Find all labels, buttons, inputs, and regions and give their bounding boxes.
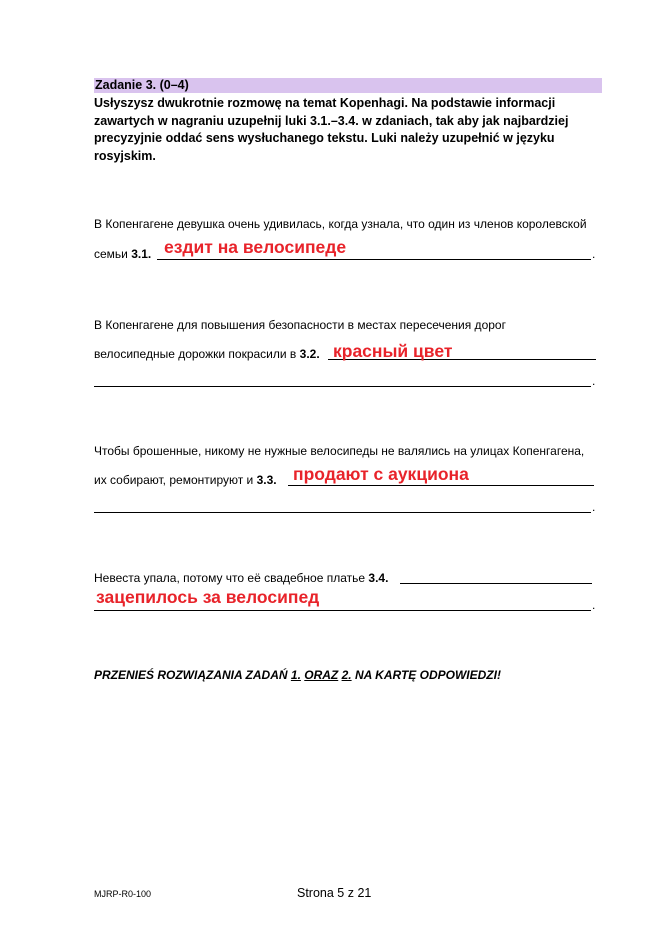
item-3-1-number: 3.1. (131, 247, 152, 261)
item-3-3-prefix: их собирают, ремонтируют и (94, 473, 254, 487)
note-task-2: 2. (341, 668, 352, 682)
item-3-4-continuation-line (94, 610, 591, 611)
item-3-2-continuation-line (94, 386, 591, 387)
item-3-2-prefix: велосипедные дорожки покрасили в (94, 347, 297, 361)
item-3-3-number: 3.3. (256, 473, 277, 487)
item-3-4-answer: зацепилось за велосипед (96, 587, 320, 607)
task-title: Zadanie 3. (0–4) (94, 78, 602, 93)
item-3-4-number: 3.4. (368, 571, 389, 585)
note-text-1: PRZENIEŚ ROZWIĄZANIA ZADAŃ (94, 668, 291, 682)
item-3-2-number: 3.2. (299, 347, 320, 361)
item-3-1-period: . (592, 247, 596, 261)
item-3-2-answer: красный цвет (333, 341, 453, 361)
item-3-3-continuation-line (94, 512, 591, 513)
item-3-4-period: . (592, 598, 596, 612)
item-3-3-prompt (94, 473, 277, 487)
item-3-4-prefix: Невеста упала, потому что её свадебное платье (94, 571, 366, 585)
item-3-1-prefix: семьи (94, 247, 128, 261)
note-task-1: 1. (290, 668, 301, 682)
item-3-3-answer: продают с аукциона (293, 464, 469, 484)
item-3-1-prompt (94, 247, 151, 261)
page-number: Strona 5 z 21 (297, 886, 372, 900)
item-3-1-line1: В Копенгагене девушка очень удивилась, когда узнала, что один из членов королевской (94, 217, 587, 231)
transfer-answers-note (94, 668, 501, 682)
exam-code: MJRP-R0-100 (94, 889, 152, 899)
item-3-2-prompt (94, 347, 320, 361)
item-3-3-line1: Чтобы брошенные, никому не нужные велосипеды не валялись на улицах Копенгагена, (94, 444, 585, 458)
item-3-1-answer: ездит на велосипеде (164, 237, 347, 257)
item-3-4-prompt (94, 571, 388, 585)
note-oraz: ORAZ (304, 668, 339, 682)
item-3-3-period: . (592, 500, 596, 514)
task-instruction: Usłyszysz dwukrotnie rozmowę na temat Kopenhagi. Na podstawie informacji zawartych w nagraniu uzupełnij luki 3.1.–3.4. w zdaniach, tak aby jak najbardziej precyzyjnie oddać sens wysłuchanego tekstu. Luki należy uzupełnić w języku rosyjskim. (94, 96, 569, 163)
item-3-2-period: . (592, 374, 596, 388)
item-3-2-line1: В Копенгагене для повышения безопасности в местах пересечения дорог (94, 318, 506, 332)
note-text-2: NA KARTĘ ODPOWIEDZI! (351, 668, 501, 682)
item-3-4-answer-line (400, 583, 592, 584)
item-3-3-answer-line (288, 485, 594, 486)
item-3-1-answer-line (157, 259, 591, 260)
